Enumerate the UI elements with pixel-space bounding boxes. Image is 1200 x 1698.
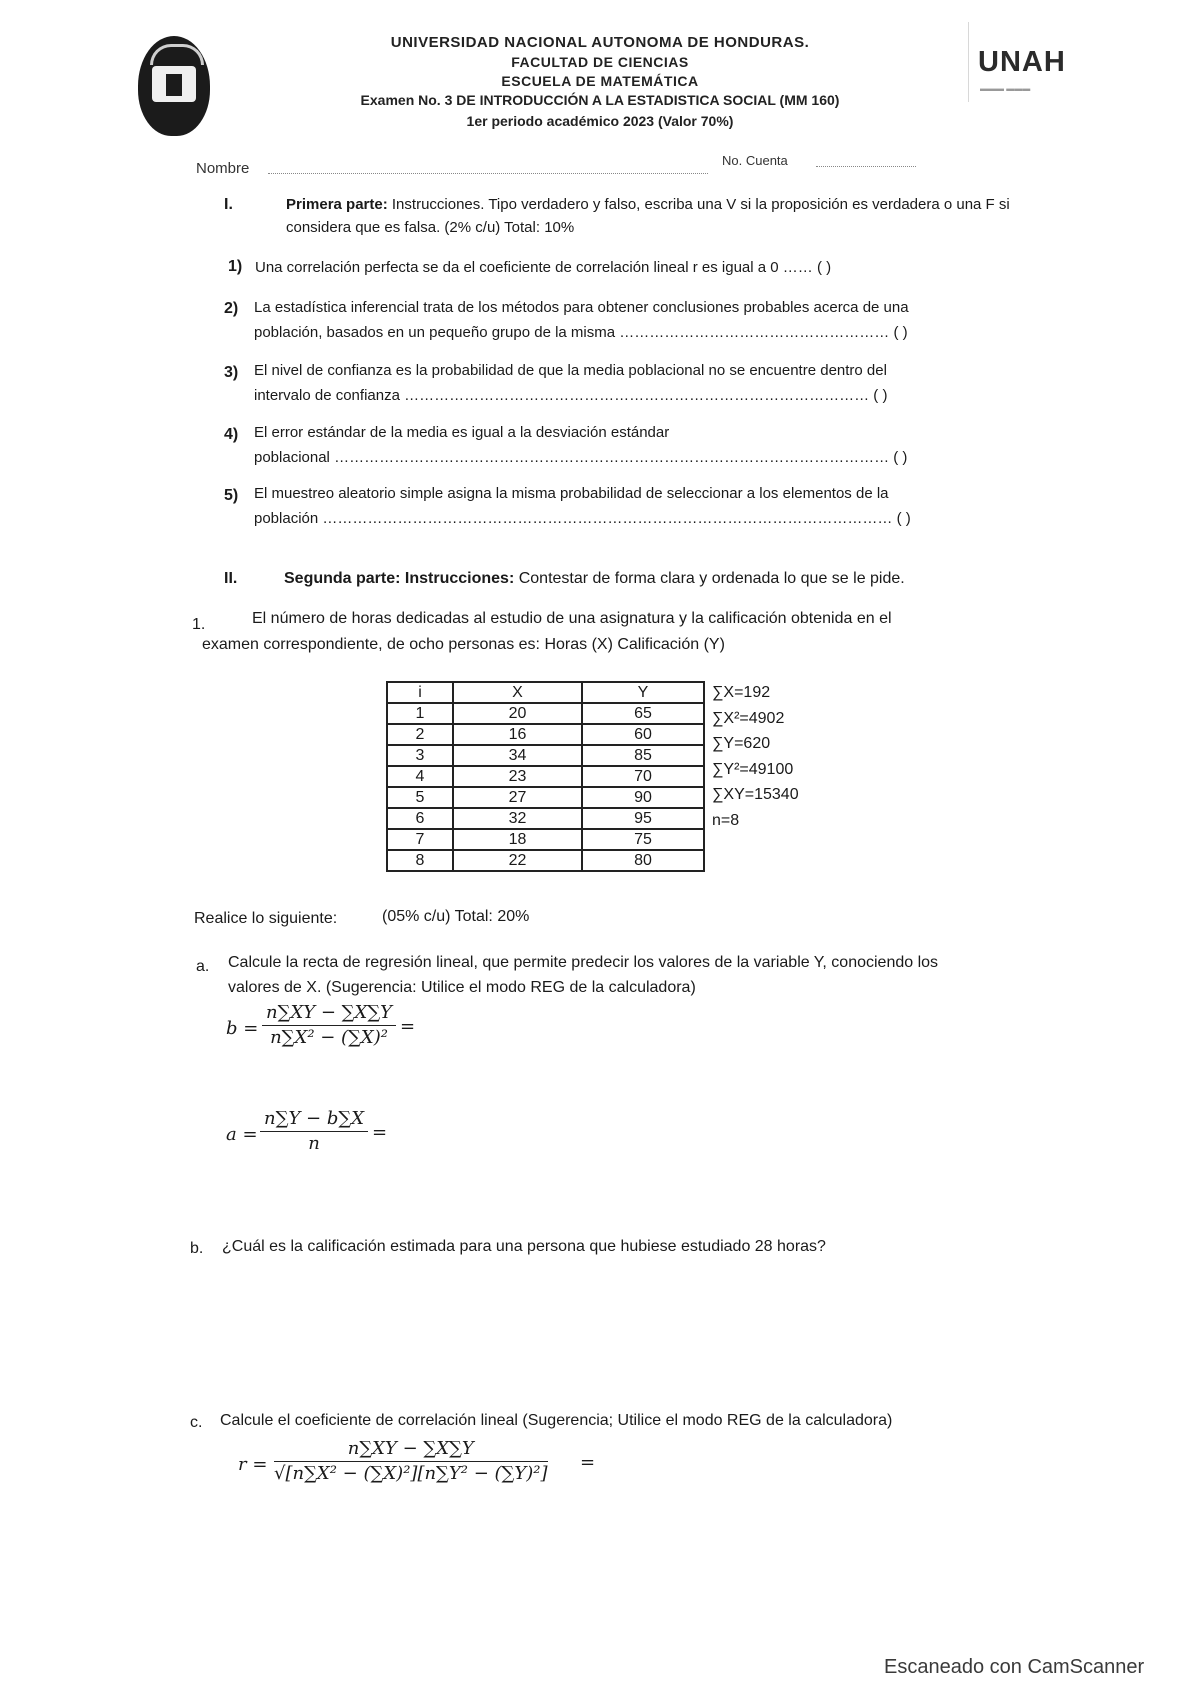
formula-b-equals: = xyxy=(400,1016,416,1037)
item-text-line: El error estándar de la media es igual a la desviación estándar xyxy=(254,424,670,441)
task-c-text: Calcule el coeficiente de correlación lineal (Sugerencia; Utilice el modo REG de la calculadora) xyxy=(220,1412,893,1429)
table-row xyxy=(387,808,704,829)
formula-denominator: √[n∑X² − (∑X)²][n∑Y² − (∑Y)²] xyxy=(274,1463,548,1484)
part2-title: Segunda parte: Instrucciones: xyxy=(284,570,515,587)
item-text: La estadística inferencial trata de los métodos para obtener conclusiones probables acerca de una población, basados en un pequeño grupo de la misma ……………………………………………… ( ) xyxy=(254,295,1034,345)
problem-statement-2 xyxy=(202,632,1042,657)
table-row xyxy=(387,745,704,766)
exam-title: Examen No. 3 DE INTRODUCCIÓN A LA ESTADISTICA SOCIAL (MM 160) xyxy=(360,92,840,108)
table-cell: 90 xyxy=(582,787,704,808)
formula-b-lhs: b = xyxy=(226,1018,259,1039)
table-header: i xyxy=(387,682,453,703)
answer-blank[interactable]: ( ) xyxy=(896,510,911,527)
table-cell: 5 xyxy=(387,787,453,808)
task-letter: c. xyxy=(190,1414,203,1431)
answer-blank[interactable]: ( ) xyxy=(873,387,888,404)
formula-numerator: n∑Y − b∑X xyxy=(260,1108,368,1132)
table-header: Y xyxy=(582,682,704,703)
item-text-line: La estadística inferencial trata de los métodos para obtener conclusiones probables acerca de una xyxy=(254,299,909,316)
problem-line: examen correspondiente, de ocho personas es: Horas (X) Calificación (Y) xyxy=(202,636,725,653)
summary-sums xyxy=(712,680,799,833)
table-cell: 23 xyxy=(453,766,582,787)
sum-value: ∑X²=4902 xyxy=(712,709,785,727)
name-label: Nombre xyxy=(196,160,250,177)
part2-numeral: II. xyxy=(224,570,238,587)
table-cell: 8 xyxy=(387,850,453,871)
tasks-value: (05% c/u) Total: 20% xyxy=(382,908,530,925)
part1-instructions-text: Instrucciones. Tipo verdadero y falso, escriba una V si la proposición es verdadera o una F si considera que es falsa. (2% c/u) Total: 10% xyxy=(286,196,1010,236)
account-field[interactable] xyxy=(816,165,916,167)
item-text-line: población xyxy=(254,510,319,527)
item-number: 2) xyxy=(224,300,239,317)
table-cell: 20 xyxy=(453,703,582,724)
sum-value: n=8 xyxy=(712,811,740,829)
table-cell: 70 xyxy=(582,766,704,787)
table-cell: 27 xyxy=(453,787,582,808)
item-text-line: Una correlación perfecta se da el coeficiente de correlación lineal r es igual a 0 xyxy=(255,259,779,276)
table-cell: 4 xyxy=(387,766,453,787)
item-text-line: intervalo de confianza xyxy=(254,387,400,404)
task-line: valores de X. (Sugerencia: Utilice el modo REG de la calculadora) xyxy=(228,979,696,996)
sum-value: ∑Y²=49100 xyxy=(712,760,794,778)
table-cell: 16 xyxy=(453,724,582,745)
brand-logo: UNAH xyxy=(978,46,1066,78)
table-cell: 2 xyxy=(387,724,453,745)
table-header: X xyxy=(453,682,582,703)
table-cell: 75 xyxy=(582,829,704,850)
item-text: El nivel de confianza es la probabilidad de que la media poblacional no se encuentre dentro del intervalo de confianza ………………………………………………………………………………… ( ) xyxy=(254,358,1034,408)
item-number: 1) xyxy=(228,258,243,275)
data-table xyxy=(386,681,705,872)
table-cell: 95 xyxy=(582,808,704,829)
task-letter: a. xyxy=(196,958,210,975)
table-header-row xyxy=(387,682,704,703)
table-row xyxy=(387,850,704,871)
table-cell: 60 xyxy=(582,724,704,745)
formula-denominator: n∑X² − (∑X)² xyxy=(270,1027,388,1048)
task-line: Calcule la recta de regresión lineal, que permite predecir los valores de la variable Y, conociendo los xyxy=(228,954,939,971)
scanner-watermark: Escaneado con CamScanner xyxy=(884,1656,1145,1678)
formula-a-fraction xyxy=(260,1108,368,1154)
item-number: 5) xyxy=(224,487,239,504)
formula-numerator: n∑XY − ∑X∑Y xyxy=(262,1002,396,1026)
item-text-line: poblacional xyxy=(254,449,330,466)
formula-denominator: n xyxy=(308,1133,320,1154)
item-number: 4) xyxy=(224,426,239,443)
part1-numeral: I. xyxy=(224,196,233,213)
faculty-name: FACULTAD DE CIENCIAS xyxy=(511,54,689,70)
university-name: UNIVERSIDAD NACIONAL AUTONOMA DE HONDURAS. xyxy=(390,34,810,51)
formula-r-fraction xyxy=(274,1438,548,1484)
item-text: Una correlación perfecta se da el coeficiente de correlación lineal r es igual a 0 …… ( ) xyxy=(255,259,832,276)
table-cell: 22 xyxy=(453,850,582,871)
table-cell: 80 xyxy=(582,850,704,871)
tasks-label: Realice lo siguiente: xyxy=(194,910,338,927)
table-cell: 34 xyxy=(453,745,582,766)
problem-line: El número de horas dedicadas al estudio de una asignatura y la calificación obtenida en el xyxy=(252,610,892,627)
table-cell: 7 xyxy=(387,829,453,850)
item-text-line: El muestreo aleatorio simple asigna la misma probabilidad de seleccionar a los elementos de la xyxy=(254,485,889,502)
part2-instructions xyxy=(284,566,1044,591)
part1-title: Primera parte: xyxy=(286,196,388,213)
answer-blank[interactable]: ( ) xyxy=(893,324,908,341)
item-text-line: El nivel de confianza es la probabilidad de que la media poblacional no se encuentre dentro del xyxy=(254,362,887,379)
answer-blank[interactable]: ( ) xyxy=(816,259,832,276)
table-cell: 18 xyxy=(453,829,582,850)
formula-r-lhs: r = xyxy=(238,1454,268,1475)
name-field[interactable] xyxy=(268,172,708,174)
table-cell: 1 xyxy=(387,703,453,724)
formula-a-equals: = xyxy=(372,1122,388,1143)
sum-value: ∑X=192 xyxy=(712,684,771,701)
formula-r-equals: = xyxy=(580,1452,596,1473)
task-a-text xyxy=(228,950,1068,1000)
table-row xyxy=(387,829,704,850)
exam-period: 1er periodo académico 2023 (Valor 70%) xyxy=(466,113,734,129)
part1-instructions xyxy=(286,193,1026,239)
problem-number: 1. xyxy=(192,616,206,633)
part2-instructions-text: Contestar de forma clara y ordenada lo que se le pide. xyxy=(518,570,905,587)
university-seal-icon xyxy=(138,36,210,136)
answer-blank[interactable]: ( ) xyxy=(893,449,908,466)
table-cell: 6 xyxy=(387,808,453,829)
table-row xyxy=(387,787,704,808)
formula-numerator: n∑XY − ∑X∑Y xyxy=(274,1438,548,1462)
table-cell: 3 xyxy=(387,745,453,766)
table-row xyxy=(387,703,704,724)
account-label: No. Cuenta xyxy=(722,153,788,168)
table-cell: 85 xyxy=(582,745,704,766)
formula-a-lhs: a = xyxy=(226,1124,258,1145)
sum-value: ∑Y=620 xyxy=(712,735,771,752)
item-text: El muestreo aleatorio simple asigna la misma probabilidad de seleccionar a los elementos de la población …………………………………………………………………………………………………… ( ) xyxy=(254,481,1034,531)
table-cell: 65 xyxy=(582,703,704,724)
sum-value: ∑XY=15340 xyxy=(712,786,799,803)
item-text-line: población, basados en un pequeño grupo de la misma xyxy=(254,324,616,341)
table-row xyxy=(387,766,704,787)
table-row xyxy=(387,724,704,745)
brand-sub-icon: ▬▬▬ ▬▬▬ xyxy=(980,84,1031,93)
school-name: ESCUELA DE MATEMÁTICA xyxy=(501,73,699,89)
item-text: El error estándar de la media es igual a la desviación estándar poblacional ………………………………………………………………………………………………… ( ) xyxy=(254,420,1034,470)
item-number: 3) xyxy=(224,364,239,381)
task-b-text: ¿Cuál es la calificación estimada para una persona que hubiese estudiado 28 horas? xyxy=(222,1238,826,1255)
table-cell: 32 xyxy=(453,808,582,829)
formula-b-fraction xyxy=(262,1002,396,1048)
problem-statement xyxy=(252,606,1042,631)
task-letter: b. xyxy=(190,1240,204,1257)
